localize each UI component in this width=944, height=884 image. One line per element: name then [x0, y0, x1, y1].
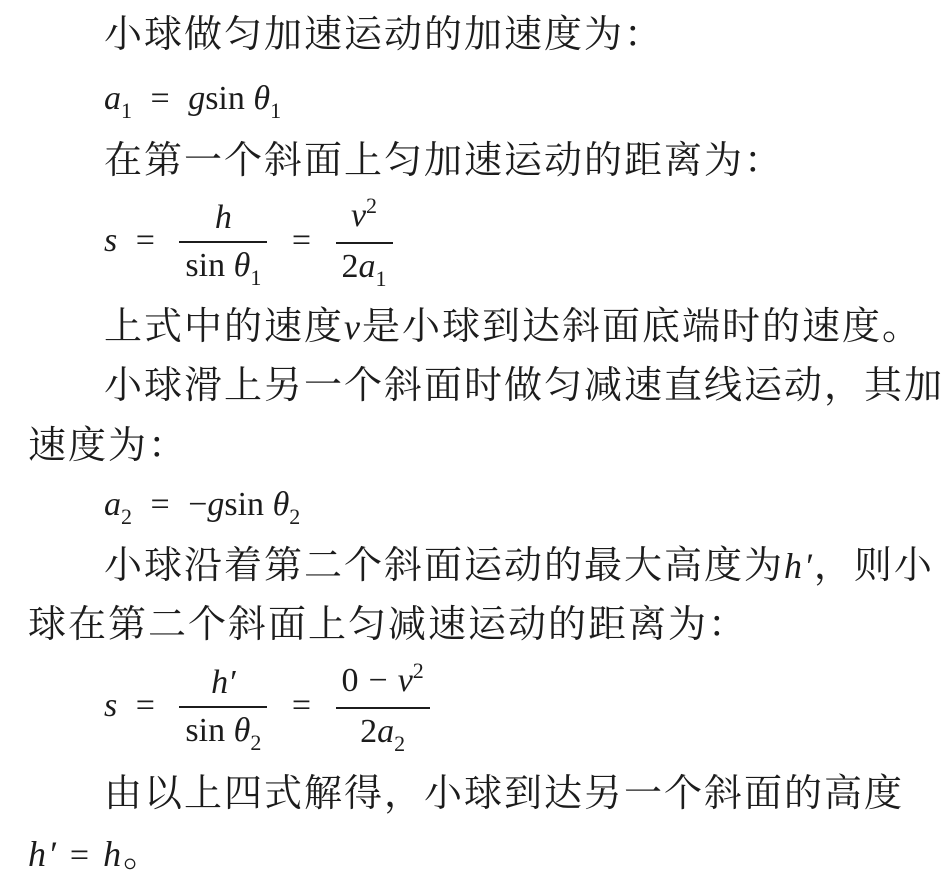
symbol-a: a [377, 713, 395, 750]
symbol-theta: θ [272, 486, 290, 523]
subscript-2: 2 [250, 729, 262, 755]
equation-s2 [104, 660, 436, 756]
minus-sign: − [188, 486, 208, 523]
sin-function: sin [185, 711, 226, 749]
symbol-v: v [397, 662, 413, 699]
digit-2: 2 [360, 713, 378, 750]
text-line-13-period: 。 [123, 831, 164, 875]
equals-sign: = [291, 686, 311, 724]
denominator-sin-theta2 [179, 708, 267, 755]
equals-sign: = [69, 837, 92, 874]
symbol-v: v [350, 197, 367, 234]
subscript-1: 1 [121, 98, 132, 123]
sin-function: sin [205, 80, 245, 117]
text-line-1: 小球做匀加速运动的加速度为： [104, 12, 665, 56]
symbol-v: v [344, 307, 362, 347]
text-line-9 [104, 541, 934, 590]
text-line-5 [104, 302, 922, 351]
equals-sign: = [291, 221, 311, 259]
superscript-2: 2 [366, 193, 378, 218]
fraction-hprime-over-sin [179, 662, 267, 755]
text-line-12: 由以上四式解得，小球到达另一个斜面的高度 [104, 771, 905, 815]
symbol-s: s [104, 221, 118, 259]
numerator-v-squared [336, 195, 393, 244]
subscript-1: 1 [375, 266, 387, 291]
subscript-2: 2 [289, 504, 301, 529]
text-line-7: 速度为： [28, 423, 189, 467]
symbol-theta: θ [253, 80, 271, 117]
equation-a1 [104, 77, 281, 124]
symbol-theta: θ [233, 246, 251, 284]
denominator-2a2 [336, 709, 430, 756]
subscript-2: 2 [121, 504, 132, 529]
symbol-g: g [188, 80, 206, 117]
text-line-5b: 是小球到达斜面底端时的速度。 [362, 304, 923, 348]
symbol-a: a [104, 486, 121, 523]
equals-sign: = [150, 486, 170, 523]
equals-sign: = [135, 221, 155, 259]
fraction-h-over-sin [179, 197, 267, 290]
text-line-6: 小球滑上另一个斜面时做匀减速直线运动，其加 [104, 363, 944, 407]
equation-a2 [104, 483, 300, 530]
numerator-0-minus-v-squared [336, 660, 430, 709]
symbol-theta: θ [233, 711, 251, 749]
symbol-h-prime: h′ [28, 834, 58, 874]
denominator-2a1 [336, 244, 393, 291]
superscript-2: 2 [412, 658, 424, 683]
numerator-h: h [179, 197, 267, 243]
symbol-a: a [358, 248, 376, 285]
denominator-sin-theta1 [179, 243, 267, 290]
text-line-5a: 上式中的速度 [104, 304, 345, 348]
digit-2: 2 [341, 248, 359, 285]
numerator-h-prime: h′ [179, 662, 267, 708]
text-line-13 [28, 829, 163, 880]
subscript-2: 2 [394, 731, 406, 756]
fraction-0-minus-v2-over-2a2 [336, 660, 430, 756]
fraction-v2-over-2a1 [336, 195, 393, 291]
text-line-9b: ，则小 [813, 543, 934, 587]
symbol-h: h [103, 834, 124, 874]
text-line-3: 在第一个斜面上匀加速运动的距离为： [104, 138, 785, 182]
symbol-s: s [104, 686, 118, 724]
equals-sign: = [150, 80, 170, 117]
text-line-9a: 小球沿着第二个斜面运动的最大高度为 [104, 543, 785, 587]
symbol-h-prime: h′ [784, 546, 814, 586]
text-line-10: 球在第二个斜面上匀减速运动的距离为： [28, 602, 749, 646]
sin-function: sin [185, 246, 226, 284]
digit-0: 0 [341, 662, 359, 699]
sin-function: sin [224, 486, 265, 523]
symbol-g: g [207, 486, 225, 523]
subscript-1: 1 [270, 98, 282, 123]
subscript-1: 1 [250, 264, 262, 290]
symbol-a: a [104, 80, 121, 117]
minus-sign: − [368, 662, 388, 699]
equation-s1 [104, 195, 399, 291]
equals-sign: = [135, 686, 155, 724]
